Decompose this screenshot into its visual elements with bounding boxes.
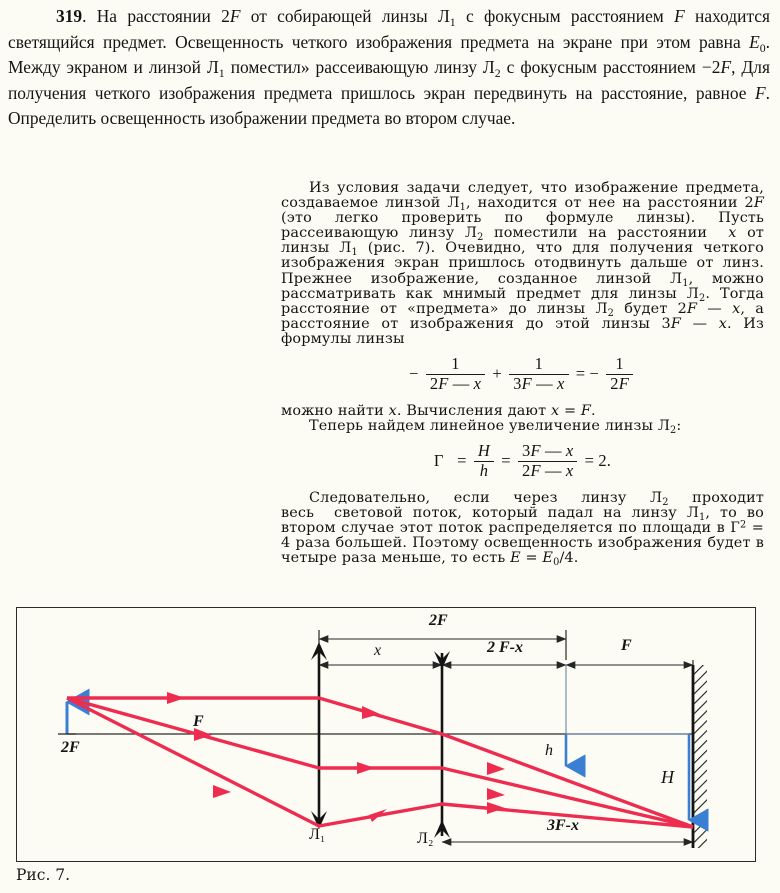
eq2-fraction-1 xyxy=(474,442,494,480)
label-h: h xyxy=(545,742,553,759)
eq1-operator-plus: + xyxy=(492,363,502,383)
figure-caption: Рис. 7. xyxy=(16,866,71,884)
eq1-frac3-denominator: 2F xyxy=(610,373,629,393)
label-f-left: F xyxy=(193,713,204,730)
eq1-fraction-1 xyxy=(426,355,485,393)
label-three-f-minus-x: 3F-x xyxy=(547,817,579,834)
solution-paragraph-1: Из условия задачи следует, что изображение предмета, создаваемое линзой $Л_1$, находится от нее на расстоянии 2F (это легко проверить по формуле линзы). Пусть рассеивающую линзу $Л_2$ поместили на расстоянии x от линзы $Л_1$ (рис. 7). Очевидно, что для получения четкого изображения экран пришлось отодвинуть дальше от линз. Прежнее изображение, созданное линзой $Л_1$, можно рассматривать как мнимый предмет для линзы $Л_2$. Тогда расстояние от «предмета» до линзы $Л_2$ будет 2F — x, а расстояние от изображения до этой линзы 3F — x. Из формулы линзы xyxy=(281,180,765,347)
label-two-f-total: 2F xyxy=(429,612,448,629)
eq1-frac1-denominator: 2F — x xyxy=(429,373,482,393)
eq2-result: 2. xyxy=(598,450,612,470)
eq1-sign-minus: − xyxy=(589,363,599,383)
eq2-equals-2: = xyxy=(501,450,511,470)
ray-direction-arrow-1 xyxy=(167,692,185,704)
ray-direction-arrow-4 xyxy=(362,706,380,719)
eq1-frac2-denominator: 3F — x xyxy=(513,373,565,393)
ray-direction-arrow-7 xyxy=(487,762,505,775)
eq2-equals-3: = xyxy=(584,450,595,470)
label-x: x xyxy=(374,642,382,659)
eq2-gamma: Г xyxy=(433,450,444,470)
ray-diagram-svg xyxy=(17,608,752,858)
ray-parallel xyxy=(67,698,693,827)
solution-paragraph-4: Следовательно, если через линзу $Л_2$ проходит весь световой поток, который падал на линзу $Л_1$, то во втором случае этот поток распределяется по площади в $Г^2 = 4$ раза большей. Поэтому освещенность изображения будет в четыре раза меньше, то есть $E = E_0/4$. xyxy=(281,490,764,569)
solution-paragraph-3: Теперь найдем линейное увеличение линзы $Л_2$: xyxy=(309,418,682,437)
label-H: H xyxy=(661,767,674,787)
eq2-frac1-denominator: h xyxy=(479,460,489,480)
label-lens2: Л₂ xyxy=(417,830,434,847)
label-f-right: F xyxy=(621,637,632,654)
label-two-f-minus-x: 2 F-x xyxy=(487,639,523,656)
solution-block xyxy=(281,181,764,567)
ray-diagram-figure xyxy=(16,607,756,862)
ray-direction-arrow-8 xyxy=(487,788,505,800)
equation-lens-formula xyxy=(281,356,764,394)
ray-direction-arrow-5 xyxy=(357,762,375,774)
label-lens1: Л₁ xyxy=(309,826,326,843)
eq1-operator-equals: = xyxy=(575,363,586,383)
eq2-frac2-denominator: 2F — x xyxy=(522,460,574,480)
problem-statement: 319. На расстоянии 2F от собирающей линзы $Л_1$ с фокусным расстоянием F находится светящийся предмет. Освещенность четкого изображения предмета на экране при этом равна $E_0$. Между экраном и линзой $Л_1$ поместил» рассеивающую линзу $Л_2$ с фокусным расстоянием −2F, Для получения четкого изображения предмета пришлось экран передвинуть на расстояние, равное F. Определить освещенность изображении предмета во втором случае. xyxy=(8,6,770,129)
eq1-frac1-numerator: 1 xyxy=(426,355,485,374)
eq1-frac2-numerator: 1 xyxy=(509,355,568,374)
eq1-fraction-3 xyxy=(606,355,633,393)
eq2-frac2-numerator: 3F — x xyxy=(518,442,577,461)
eq1-frac3-numerator: 1 xyxy=(606,355,633,374)
label-two-f-object: 2F xyxy=(61,739,80,756)
eq2-fraction-2 xyxy=(518,442,577,480)
equation-magnification xyxy=(281,443,764,481)
eq1-fraction-2 xyxy=(509,355,568,393)
eq2-frac1-numerator: H xyxy=(474,442,494,461)
solution-paragraph-2: можно найти x. Вычисления дают x = F. xyxy=(281,402,596,419)
ray-direction-arrow-3 xyxy=(213,785,231,798)
screen-hatching xyxy=(694,665,707,848)
ray-direction-arrow-9 xyxy=(487,802,505,814)
eq1-lead: − xyxy=(409,363,419,383)
eq2-equals-1: = xyxy=(457,450,467,470)
